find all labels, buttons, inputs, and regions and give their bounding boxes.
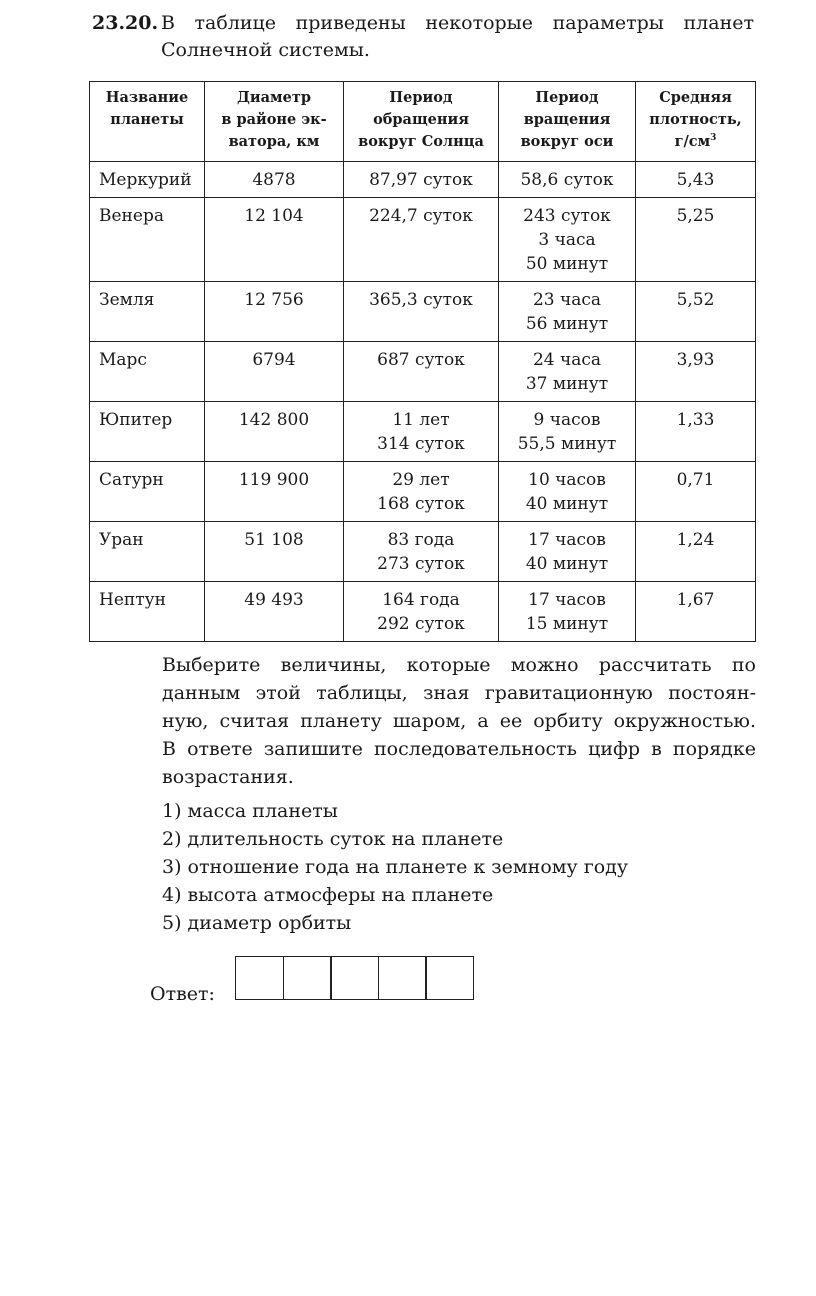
planet-name-cell: Юпитер [90,402,205,462]
question-line: Выберите величины, которые можно рассчитать по [162,654,756,676]
diameter-cell: 12 756 [205,282,344,342]
orbital-period-cell [344,162,499,198]
rotation-period-line: 15 минут [525,614,609,634]
orbital-period-line: 168 суток [377,494,465,514]
question-line: возрастания. [162,766,294,788]
rotation-period-line: 24 часа [532,350,602,370]
orbital-period-line: 273 суток [377,554,465,574]
answer-option: 4) высота атмосферы на планете [162,884,494,906]
column-header-line: вращения [523,111,611,128]
table-row [90,198,756,282]
answer-digit-box[interactable] [425,956,474,1000]
orbital-period-line: 83 года [387,530,455,550]
density-cell: 5,25 [636,198,756,282]
planet-name-cell: Нептун [90,582,205,642]
orbital-period-line: 11 лет [392,410,450,430]
planet-name-cell: Марс [90,342,205,402]
column-header-line: Диаметр [237,89,311,106]
rotation-period-cell [499,282,636,342]
diameter-cell: 6794 [205,342,344,402]
planet-name-cell: Меркурий [90,162,205,198]
planet-name-cell: Земля [90,282,205,342]
density-cell: 5,52 [636,282,756,342]
diameter-cell: 12 104 [205,198,344,282]
planet-name-cell: Венера [90,198,205,282]
table-row [90,282,756,342]
answer-options [162,797,628,937]
rotation-period-line: 50 минут [525,254,609,274]
density-cell: 0,71 [636,462,756,522]
column-header-line: Период [535,89,599,106]
rotation-period-line: 243 суток [523,206,611,226]
answer-option: 5) диаметр орбиты [162,912,352,934]
orbital-period-line: 314 суток [377,434,465,454]
table-row [90,162,756,198]
rotation-period-line: 56 минут [525,314,609,334]
orbital-period-line: 224,7 суток [369,206,473,226]
diameter-cell: 4878 [205,162,344,198]
rotation-period-line: 9 часов [533,410,601,430]
unit-superscript: 3 [710,133,717,144]
column-header-line: плотность, [649,111,742,128]
rotation-period-line: 40 минут [525,494,609,514]
orbital-period-line: 687 суток [377,350,465,370]
planet-parameters-table [89,81,756,642]
orbital-period-cell [344,462,499,522]
question-line: данным этой таблицы, зная гравитационную постоян- [162,682,756,704]
problem-intro-line-2: Солнечной системы. [161,39,370,61]
orbital-period-line: 365,3 суток [369,290,473,310]
orbital-period-cell [344,282,499,342]
rotation-period-line: 10 часов [528,470,606,490]
column-header-line: вокруг оси [520,133,614,150]
rotation-period-cell [499,162,636,198]
column-header [205,82,344,162]
orbital-period-cell [344,342,499,402]
problem-intro-line-1: В таблице приведены некоторые параметры планет [161,12,754,34]
rotation-period-line: 55,5 минут [517,434,617,454]
answer-digit-box[interactable] [378,956,427,1000]
orbital-period-cell [344,582,499,642]
planet-name-cell: Уран [90,522,205,582]
orbital-period-cell [344,522,499,582]
rotation-period-line: 17 часов [528,590,606,610]
density-cell: 1,33 [636,402,756,462]
density-cell: 1,67 [636,582,756,642]
table-row [90,522,756,582]
table-row [90,462,756,522]
rotation-period-line: 3 часа [538,230,596,250]
density-cell: 5,43 [636,162,756,198]
column-header-line [638,131,753,153]
orbital-period-line: 292 суток [377,614,465,634]
diameter-cell: 51 108 [205,522,344,582]
table-row [90,582,756,642]
problem-number: 23.20. [92,12,159,34]
column-header [344,82,499,162]
rotation-period-line: 23 часа [532,290,602,310]
column-header-line: Период [389,89,453,106]
orbital-period-line: 87,97 суток [369,170,473,190]
column-header-line: обращения [373,111,469,128]
diameter-cell: 119 900 [205,462,344,522]
column-header-line: ватора, км [228,133,320,150]
table-body [90,162,756,642]
rotation-period-cell [499,522,636,582]
diameter-cell: 142 800 [205,402,344,462]
question-text [162,651,756,791]
rotation-period-cell [499,462,636,522]
answer-option: 2) длительность суток на планете [162,828,504,850]
question-line: В ответе запишите последовательность цифр в порядке [162,738,756,760]
rotation-period-cell [499,198,636,282]
answer-digit-box[interactable] [235,956,284,1000]
column-header-line: Средняя [659,89,732,106]
column-header [499,82,636,162]
answer-digit-box[interactable] [283,956,332,1000]
rotation-period-line: 40 минут [525,554,609,574]
orbital-period-cell [344,198,499,282]
question-line: ную, считая планету шаром, а ее орбиту окружностью. [162,710,756,732]
column-header-line: в районе эк- [221,111,327,128]
answer-digit-box[interactable] [330,956,379,1000]
column-header-line: Название [105,89,189,106]
rotation-period-line: 17 часов [528,530,606,550]
rotation-period-cell [499,342,636,402]
table-row [90,402,756,462]
table-row [90,342,756,402]
column-header [90,82,205,162]
rotation-period-line: 58,6 суток [520,170,614,190]
answer-option: 3) отношение года на планете к земному году [162,856,629,878]
planet-name-cell: Сатурн [90,462,205,522]
column-header [636,82,756,162]
rotation-period-cell [499,582,636,642]
orbital-period-cell [344,402,499,462]
density-cell: 1,24 [636,522,756,582]
header-unit: г/см [674,133,711,150]
orbital-period-line: 29 лет [392,470,450,490]
rotation-period-cell [499,402,636,462]
answer-boxes [235,956,474,1000]
column-header-line: планеты [110,111,184,128]
answer-option: 1) масса планеты [162,800,338,822]
column-header-line: вокруг Солнца [358,133,484,150]
orbital-period-line: 164 года [382,590,460,610]
table-header-row [90,82,756,162]
rotation-period-line: 37 минут [525,374,609,394]
density-cell: 3,93 [636,342,756,402]
diameter-cell: 49 493 [205,582,344,642]
answer-label: Ответ: [150,983,215,1005]
